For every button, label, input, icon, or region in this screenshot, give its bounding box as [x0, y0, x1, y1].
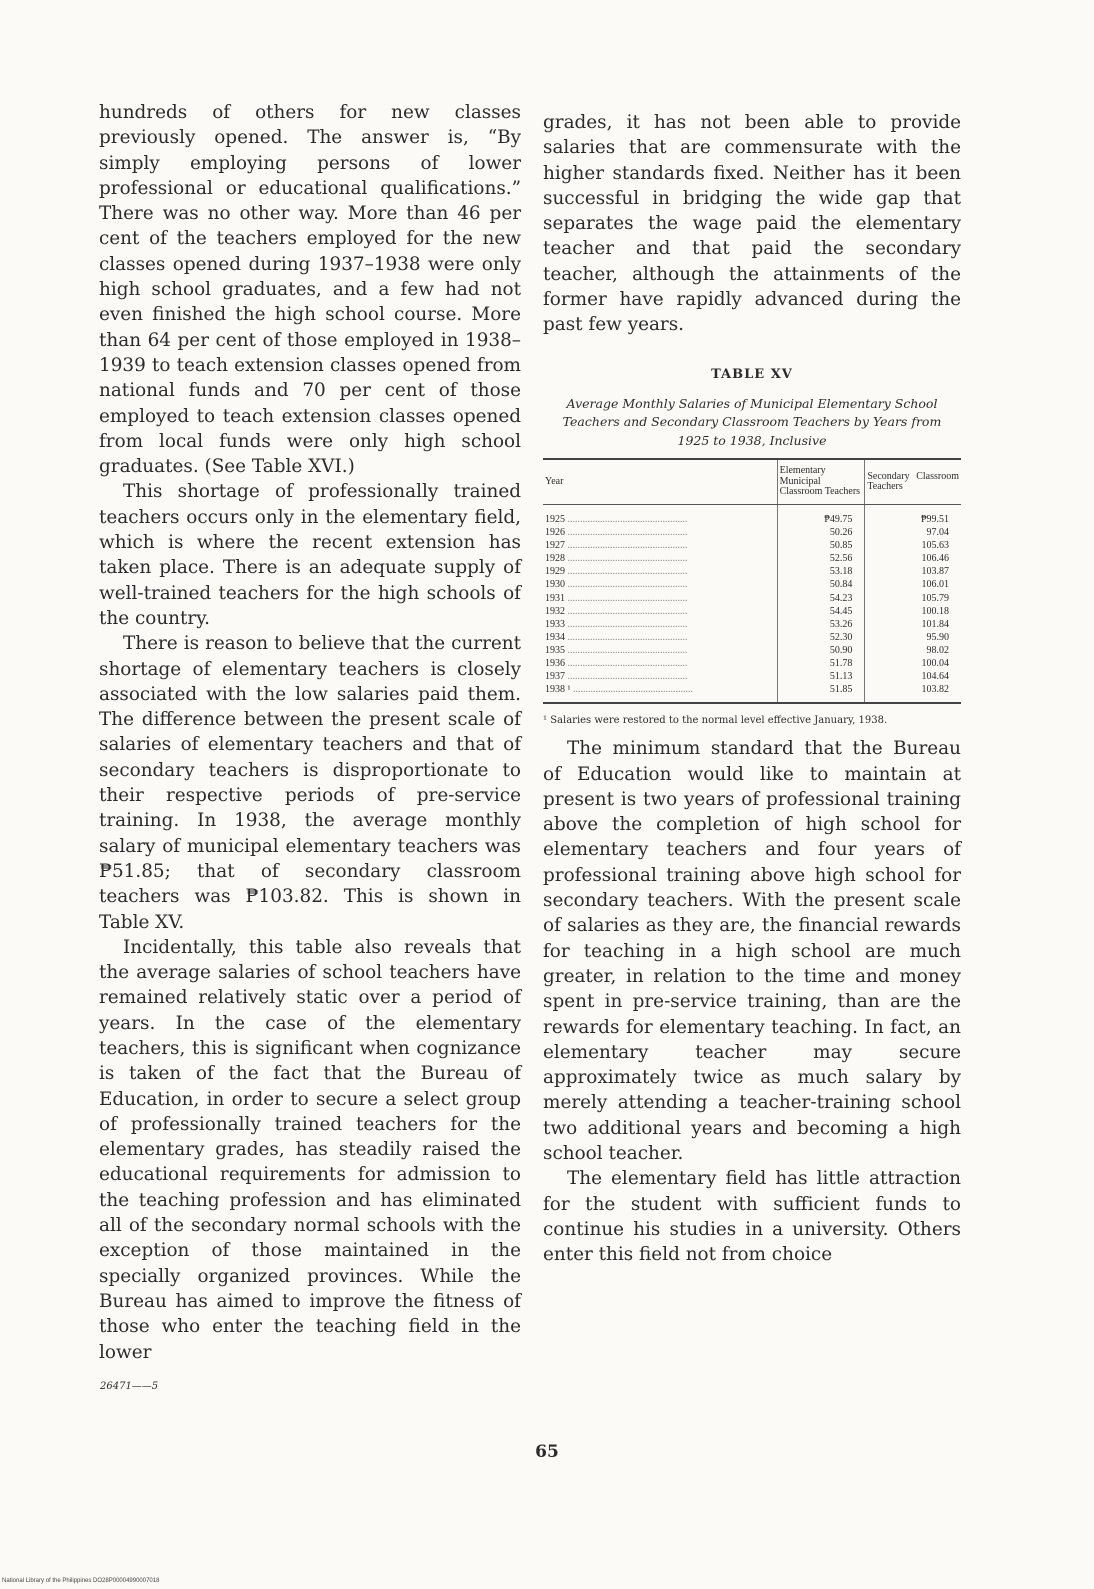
- scan-stamp: National Library of the Philippines DO28P00004990007018: [2, 1578, 160, 1584]
- table-row: 1932 ..... 54.45 100.18: [543, 605, 961, 618]
- body-paragraph: hundreds of others for new classes previously opened. The answer is, “By simply employing persons of lower professional or educational qualifications.” There was no other way. More than 46 per cent of the teachers employed for the new classes opened during 1937–1938 were only high school graduates, and a few had not even finished the high school course. More than 64 per cent of those employed in 1938–1939 to teach extension classes opened from national funds and 70 per cent of those employed to teach extension classes opened from local funds were only high school graduates. (See Table XVI.): [99, 102, 521, 478]
- folio-signature: 26471——5: [100, 1381, 159, 1392]
- table-row: 1931 ..... 54.23 105.79: [543, 592, 961, 605]
- body-paragraph: Incidentally, this table also reveals that the average salaries of school teachers have remained relatively static over a period of years. In the case of the elementary teachers, this is significant when cognizance is taken of the fact that the Bureau of Education, in order to secure a select group of professionally trained teachers for the elementary grades, has steadily raised the educational requirements for admission to the teaching profession and has eliminated all of the secondary normal schools with the exception of those maintained in the specially organized provinces. While the Bureau has aimed to improve the fitness of those who enter the teaching field in the lower: [99, 936, 521, 1363]
- right-column: [543, 110, 961, 1268]
- table-caption: Average Monthly Salaries of Municipal Elementary School Teachers and Secondary Classroom Teachers by Years from 1925 to 1938, Inclusive: [562, 395, 942, 448]
- table-row: 1926 ..... 50.26 97.04: [543, 526, 961, 539]
- table-row: 1933 ..... 53.26 101.84: [543, 618, 961, 631]
- table-row: 1925 ..... ₱49.75 ₱99.51: [543, 504, 961, 526]
- salary-table: [543, 458, 961, 704]
- page-number: 65: [535, 1442, 559, 1462]
- column-header-year: Year: [543, 459, 777, 504]
- body-paragraph: grades, it has not been able to provide salaries that are commensurate with the higher standards fixed. Neither has it been successful in bridging the wide gap that separates the wage paid the elementary teacher and that paid the secondary teacher, although the attainments of the former have rapidly advanced during the past few years.: [543, 112, 961, 336]
- table-header-row: [543, 459, 961, 504]
- body-paragraph: The minimum standard that the Bureau of Education would like to maintain at present is two years of professional training above the completion of high school for elementary teachers and four years of professional training above high school for secondary teachers. With the present scale of salaries as they are, the financial rewards for teaching in a high school are much greater, in relation to the time and money spent in pre-service training, than are the rewards for elementary teaching. In fact, an elementary teacher may secure approximately twice as much salary by merely attending a teacher-training school two additional years and becoming a high school teacher.: [543, 738, 961, 1165]
- table-title: TABLE XV: [711, 366, 793, 382]
- table-row: 1934 ..... 52.30 95.90: [543, 631, 961, 644]
- column-header-secondary: Secondary Classroom Teachers: [865, 459, 961, 504]
- column-header-elementary: Elementary Municipal Classroom Teachers: [777, 459, 865, 504]
- body-paragraph: This shortage of professionally trained teachers occurs only in the elementary field, which is where the recent extension has taken place. There is an adequate supply of well-trained teachers for the high schools of the country.: [99, 481, 521, 629]
- body-paragraph: There is reason to believe that the current shortage of elementary teachers is closely associated with the low salaries paid them. The difference between the present scale of salaries of elementary teachers and that of secondary teachers is disproportionate to their respective periods of pre-service training. In 1938, the average monthly salary of municipal elementary teachers was ₱51.85; that of secondary classroom teachers was ₱103.82. This is shown in Table XV.: [99, 633, 521, 933]
- table-row: 1929 ..... 53.18 103.87: [543, 565, 961, 578]
- table-row: 1930 ..... 50.84 106.01: [543, 578, 961, 591]
- table-row: 1927 ..... 50.85 105.63: [543, 539, 961, 552]
- table-row: 1936 ..... 51.78 100.04: [543, 657, 961, 670]
- left-column: [99, 100, 521, 1365]
- body-paragraph: The elementary field has little attraction for the student with sufficient funds to continue his studies in a university. Others enter this field not from choice: [543, 1168, 961, 1266]
- table-row: 1928 ..... 52.56 106.46: [543, 552, 961, 565]
- table-row: 1937 ..... 51.13 104.64: [543, 670, 961, 683]
- table-row: 1935 ..... 50.90 98.02: [543, 644, 961, 657]
- table-footnote: ¹ Salaries were restored to the normal level effective January, 1938.: [543, 715, 888, 727]
- table-row: 1938 ¹ ..... 51.85 103.82: [543, 683, 961, 703]
